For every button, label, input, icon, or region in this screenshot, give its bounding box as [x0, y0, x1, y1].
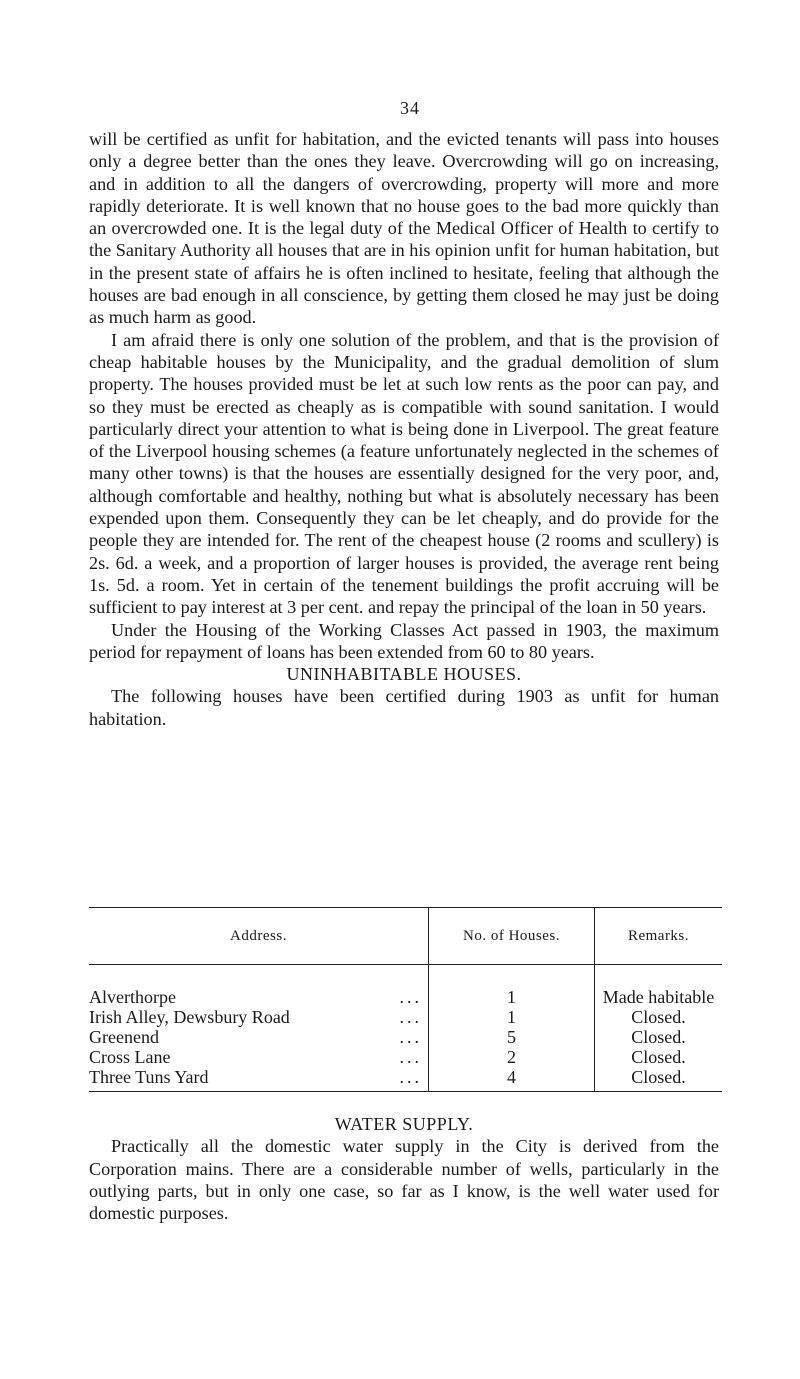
remarks-cell: Made habitable — [602, 987, 715, 1007]
address-cell: Three Tuns Yard ... — [89, 1067, 429, 1092]
address-cell: Irish Alley, Dewsbury Road ... — [89, 1007, 429, 1027]
table-row — [89, 1027, 722, 1047]
paragraph-water-supply: Practically all the domestic water supply in the City is derived from the Corporation mains. There are a considerable number of wells, particularly in the outlying parts, but in only one case, so far as I know, is the well water used for domestic purposes. — [89, 1136, 719, 1224]
page-number: 34 — [400, 98, 420, 118]
count-cell: 2 — [429, 1047, 595, 1067]
leader-dots: ... — [399, 1027, 422, 1047]
address-cell: Cross Lane ... — [89, 1047, 429, 1067]
table-row — [89, 1047, 722, 1067]
remarks-cell: Closed. — [595, 1067, 723, 1092]
unfit-houses-table — [89, 907, 722, 1092]
remarks-cell: Closed. — [631, 1027, 686, 1047]
leader-dots: ... — [399, 1007, 422, 1027]
address-cell: Alverthorpe ... — [89, 965, 429, 1008]
count-cell: 5 — [429, 1027, 595, 1047]
address-cell: Greenend ... — [89, 1027, 429, 1047]
remarks-cell: Closed. — [631, 1047, 686, 1067]
heading-uninhabitable-houses: UNINHABITABLE HOUSES. — [286, 664, 522, 685]
count-cell: 1 — [429, 965, 595, 1008]
main-text — [89, 128, 719, 730]
leader-dots: ... — [399, 1047, 422, 1067]
water-supply-section — [89, 1113, 719, 1224]
table-row — [89, 965, 722, 1008]
table-header-row — [89, 908, 722, 965]
table-row — [89, 1067, 722, 1092]
remarks-cell: Closed. — [631, 1007, 686, 1027]
paragraph-unfit-intro: The following houses have been certified during 1903 as unfit for human habitation. — [89, 686, 719, 729]
heading-water-supply: WATER SUPPLY. — [334, 1114, 474, 1134]
paragraph-overcrowding: will be certified as unfit for habitation, and the evicted tenants will pass into houses only a degree better than the ones they leave. Overcrowding will go on increasing, and in addition to all the dangers of overcrowding, property will more and more rapidly deteriorate. It is well known that no house goes to the bad more quickly than an overcrowded one. It is the legal duty of the Medical Officer of Health to certify to the Sanitary Authority all houses that are in his opinion unfit for human habitation, but in the present state of affairs he is often inclined to hesitate, feeling that although the houses are bad enough in all conscience, by getting them closed he may just be doing as much harm as good. — [89, 129, 719, 328]
column-header-address: Address. — [89, 908, 429, 965]
table-row — [89, 1007, 722, 1027]
paragraph-solution: I am afraid there is only one solution of the problem, and that is the provision of cheap habitable houses by the Municipality, and the gradual demolition of slum property. The houses provided must be let at such low rents as the poor can pay, and so they must be erected as cheaply as is compatible with sound sanitation. I would particularly direct your attention to what is being done in Liverpool. The great feature of the Liverpool housing schemes (a feature unfortunately neglected in the schemes of many other towns) is that the houses are essentially designed for the very poor, and, although comfortable and healthy, nothing but what is absolutely necessary has been expended upon them. Consequently they can be let cheaply, and do provide for the people they are intended for. The rent of the cheapest house (2 rooms and scullery) is 2s. 6d. a week, and a proportion of larger houses is provided, the average rent being 1s. 5d. a room. Yet in certain of the tenement buildings the profit accruing will be sufficient to pay interest at 3 per cent. and repay the principal of the loan in 50 years. — [89, 329, 719, 618]
column-header-remarks: Remarks. — [595, 908, 723, 965]
leader-dots: ... — [399, 987, 422, 1007]
count-cell: 1 — [429, 1007, 595, 1027]
count-cell: 4 — [429, 1067, 595, 1092]
paragraph-housing-act: Under the Housing of the Working Classes Act passed in 1903, the maximum period for repayment of loans has been extended from 60 to 80 years. — [89, 619, 719, 662]
column-header-count: No. of Houses. — [429, 908, 595, 965]
leader-dots: ... — [399, 1067, 422, 1087]
